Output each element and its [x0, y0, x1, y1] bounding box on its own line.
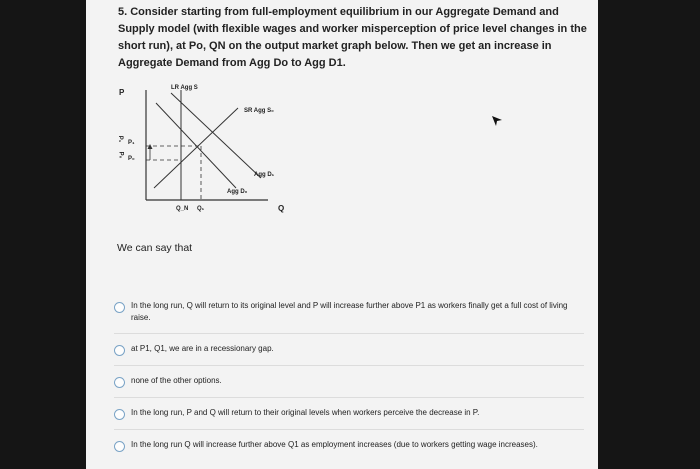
graph-lines: [116, 78, 336, 233]
p-shift-arrowhead: [148, 144, 153, 149]
p1-rotated-label: P₁: [117, 135, 124, 143]
p0-label: P₀: [128, 156, 135, 162]
answer-option-3[interactable]: [114, 365, 584, 397]
prompt-text: We can say that: [117, 242, 193, 254]
option-label: In the long run, P and Q will return to their original levels when workers perceive the decrease in P.: [131, 408, 480, 417]
answer-option-5[interactable]: [114, 429, 584, 458]
radio-button[interactable]: [114, 377, 125, 388]
answer-option-2[interactable]: [114, 333, 584, 365]
radio-button[interactable]: [114, 441, 125, 452]
lr-supply-label: LR Agg S: [171, 85, 198, 91]
quiz-screen: [86, 0, 598, 469]
q-axis-label: Q: [278, 204, 285, 213]
option-label: none of the other options.: [131, 376, 222, 385]
q1-label: Q₁: [197, 206, 205, 212]
qn-label: Q_N: [176, 206, 189, 212]
radio-button[interactable]: [114, 409, 125, 420]
answer-option-1[interactable]: [114, 290, 584, 333]
p0-rotated-label: P₀: [117, 151, 124, 159]
agg-d1-label: Agg D₁: [254, 172, 275, 178]
agg-d1-curve: [171, 93, 261, 178]
radio-button[interactable]: [114, 302, 125, 313]
question-text: 5. Consider starting from full-employment equilibrium in our Aggregate Demand and Supply model (with flexible wages and worker misperception of price level changes in the short run), at Po, QN on the output market graph below. Then we get an increase in Aggregate Demand from Agg Do to Agg D1.: [118, 6, 587, 69]
p1-label: P₁: [128, 140, 135, 146]
ad-as-graph: [116, 78, 336, 233]
option-label: In the long run, Q will return to its original level and P will increase further above P1 as workers finally get a full cost of living raise.: [131, 301, 568, 322]
option-label: at P1, Q1, we are in a recessionary gap.: [131, 344, 274, 353]
answer-option-4[interactable]: [114, 397, 584, 429]
answer-options: [114, 290, 584, 458]
option-label: In the long run Q will increase further above Q1 as employment increases (due to workers getting wage increases).: [131, 440, 538, 449]
radio-button[interactable]: [114, 345, 125, 356]
sr-supply-label: SR Agg S₀: [244, 108, 274, 114]
agg-d0-label: Agg D₀: [227, 189, 248, 195]
p-axis-label: P: [119, 88, 125, 97]
mouse-cursor-icon: [491, 115, 503, 127]
sr-supply-curve: [154, 108, 238, 188]
